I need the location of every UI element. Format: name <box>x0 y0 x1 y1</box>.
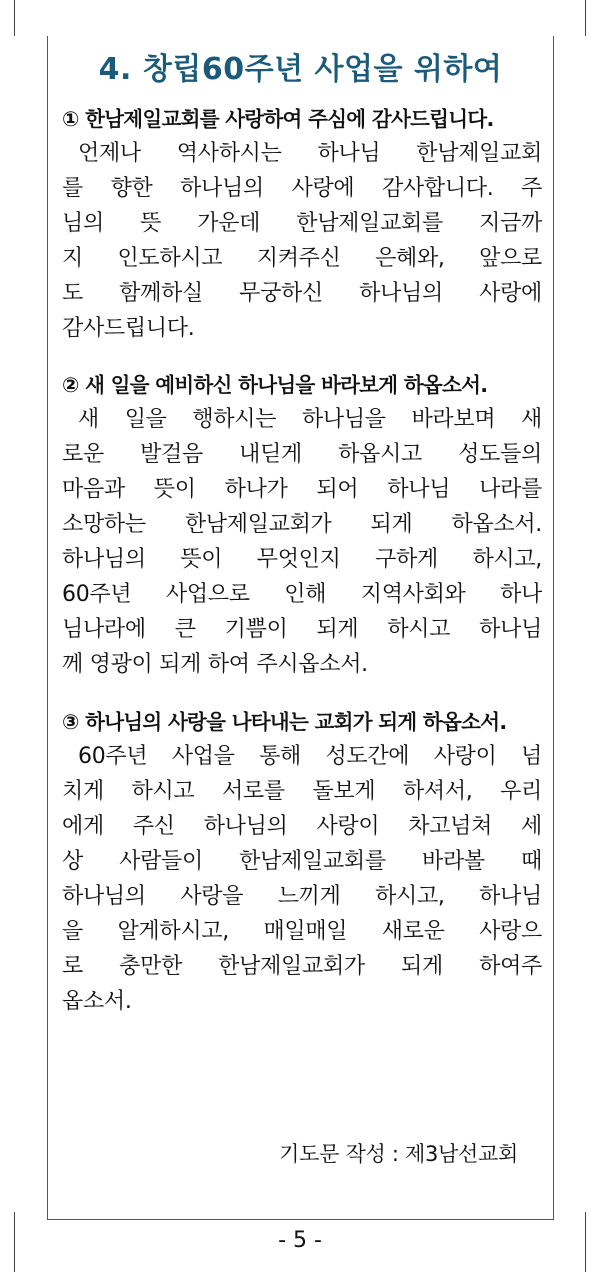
body-line: 감사드립니다. <box>62 316 195 341</box>
crop-mark-top-left <box>14 0 15 36</box>
page-number: - 5 - <box>278 1228 322 1253</box>
body-line: 로운 발걸음 내딛게 하옵시고 성도들의 <box>62 442 542 467</box>
body-line: 상 사람들이 한남제일교회를 바라볼 때 <box>62 849 542 874</box>
body-line: 새 일을 행하시는 하나님을 바라보며 새 <box>78 407 542 432</box>
body-line: 를 향한 하나님의 사랑에 감사합니다. 주 <box>62 176 542 201</box>
body-line: 60주년 사업을 통해 성도간에 사랑이 넘 <box>78 744 542 769</box>
body-line: 언제나 역사하시는 하나님 한남제일교회 <box>78 141 542 166</box>
section-heading: ③ 하나님의 사랑을 나타내는 교회가 되게 하옵소서. <box>62 710 507 734</box>
body-line: 님의 뜻 가운데 한남제일교회를 지금까 <box>62 211 542 236</box>
body-line: 옵소서. <box>62 989 132 1014</box>
body-line: 을 알게하시고, 매일매일 새로운 사랑으 <box>62 919 542 944</box>
prayer-author: 기도문 작성 : 제3남선교회 <box>279 1142 518 1166</box>
body-line: 도 함께하실 무궁하신 하나님의 사랑에 <box>62 281 542 306</box>
body-line: 하나님의 뜻이 무엇인지 구하게 하시고, <box>62 547 542 572</box>
body-line: 60주년 사업으로 인해 지역사회와 하나 <box>62 582 542 607</box>
body-line: 치게 하시고 서로를 돌보게 하셔서, 우리 <box>62 779 542 804</box>
body-line: 님나라에 큰 기쁨이 되게 하시고 하나님 <box>62 617 542 642</box>
body-line: 로 충만한 한남제일교회가 되게 하여주 <box>62 954 542 979</box>
prayer-section-1 <box>62 102 542 346</box>
prayer-section-2 <box>62 368 542 682</box>
body-line: 하나님의 사랑을 느끼게 하시고, 하나님 <box>62 884 542 909</box>
body-line: 소망하는 한남제일교회가 되게 하옵소서. <box>62 512 542 537</box>
body-line: 마음과 뜻이 하나가 되어 하나님 나라를 <box>62 477 542 502</box>
crop-mark-top-right <box>585 0 586 36</box>
body-line: 에게 주신 하나님의 사랑이 차고넘쳐 세 <box>62 814 542 839</box>
section-heading: ② 새 일을 예비하신 하나님을 바라보게 하옵소서. <box>62 373 488 397</box>
page-title: 4. 창립60주년 사업을 위하여 <box>98 52 503 87</box>
section-heading: ① 한남제일교회를 사랑하여 주심에 감사드립니다. <box>62 107 494 131</box>
body-line: 지 인도하시고 지켜주신 은혜와, 앞으로 <box>62 246 542 271</box>
body-line: 께 영광이 되게 하여 주시옵소서. <box>62 652 368 677</box>
prayer-section-3 <box>62 705 542 1019</box>
